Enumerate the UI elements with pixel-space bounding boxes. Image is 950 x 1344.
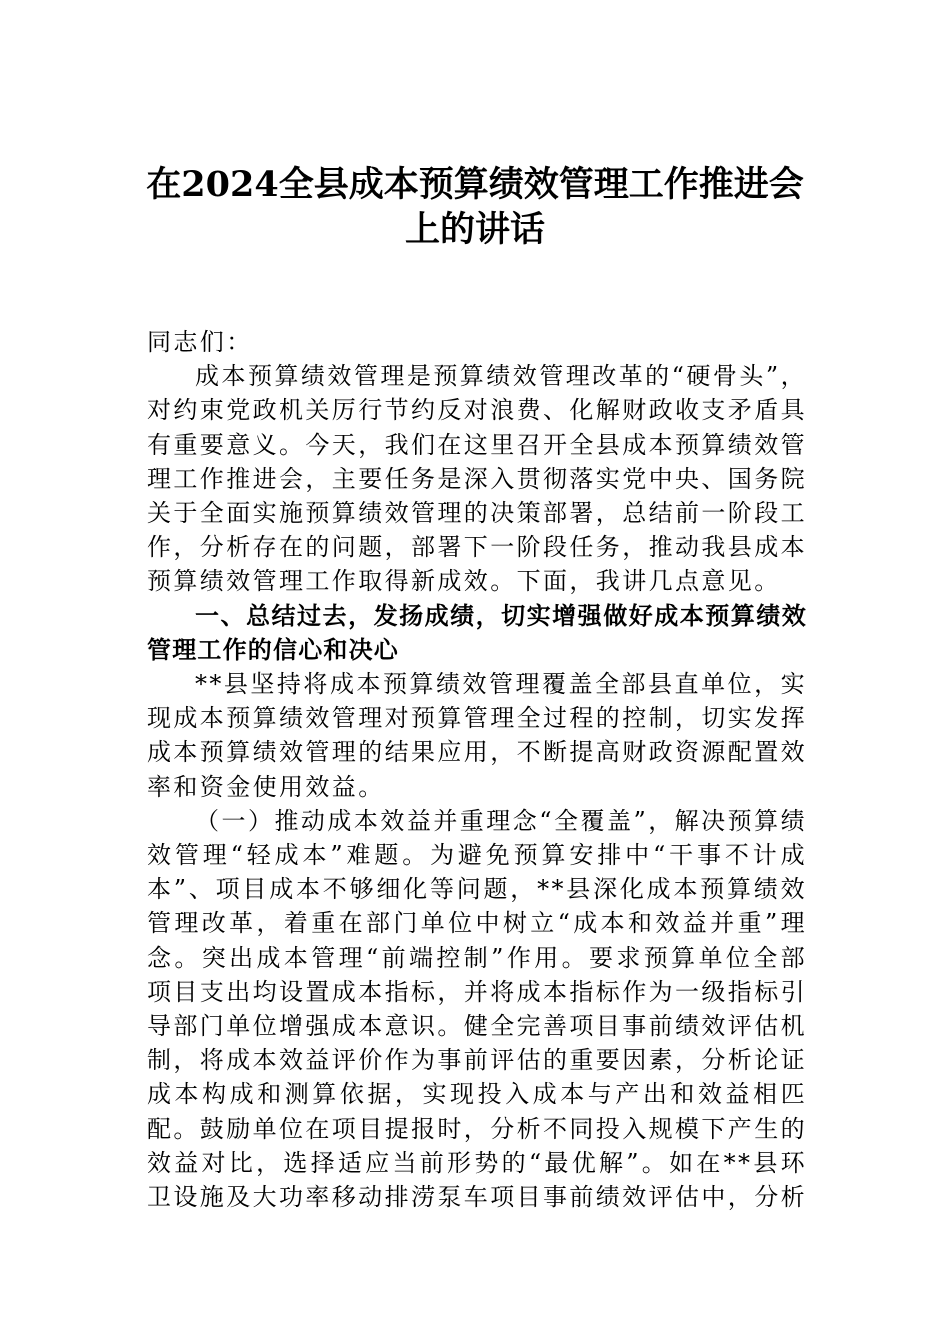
document-title-line-2: 上的讲话 <box>404 209 545 250</box>
document-body <box>147 325 807 1214</box>
paragraph-section-1-summary: **县坚持将成本预算绩效管理覆盖全部县直单位，实现成本预算绩效管理对预算管理全过程的控制，切实发挥成本预算绩效管理的结果应用，不断提高财政资源配置效率和资金使用效益。 <box>147 670 807 801</box>
salutation: 同志们： <box>147 328 253 356</box>
document-title-line-1: 在2024全县成本预算绩效管理工作推进会 <box>146 164 804 205</box>
paragraph-intro: 成本预算绩效管理是预算绩效管理改革的“硬骨头”，对约束党政机关厉行节约反对浪费、化解财政收支矛盾具有重要意义。今天，我们在这里召开全县成本预算绩效管理工作推进会，主要任务是深入贯彻落实党中央、国务院关于全面实施预算绩效管理的决策部署，总结前一阶段工作，分析存在的问题，部署下一阶段任务，推动我县成本预算绩效管理工作取得新成效。下面，我讲几点意见。 <box>147 362 807 596</box>
paragraph-subsection-1: （一）推动成本效益并重理念“全覆盖”，解决预算绩效管理“轻成本”难题。为避免预算安排中“干事不计成本”、项目成本不够细化等问题，**县深化成本预算绩效管理改革，着重在部门单位中树立“成本和效益并重”理念。突出成本管理“前端控制”作用。要求预算单位全部项目支出均设置成本指标，并将成本指标作为一级指标引导部门单位增强成本意识。健全完善项目事前绩效评估机制，将成本效益评价作为事前评估的重要因素，分析论证成本构成和测算依据，实现投入成本与产出和效益相匹配。鼓励单位在项目提报时，分析不同投入规模下产生的效益对比，选择适应当前形势的“最优解”。如在**县环卫设施及大功率移动排涝泵车项目事前绩效评估中，分析 <box>147 806 807 1212</box>
section-heading-1: 一、总结过去，发扬成绩，切实增强做好成本预算绩效管理工作的信心和决心 <box>147 601 807 664</box>
